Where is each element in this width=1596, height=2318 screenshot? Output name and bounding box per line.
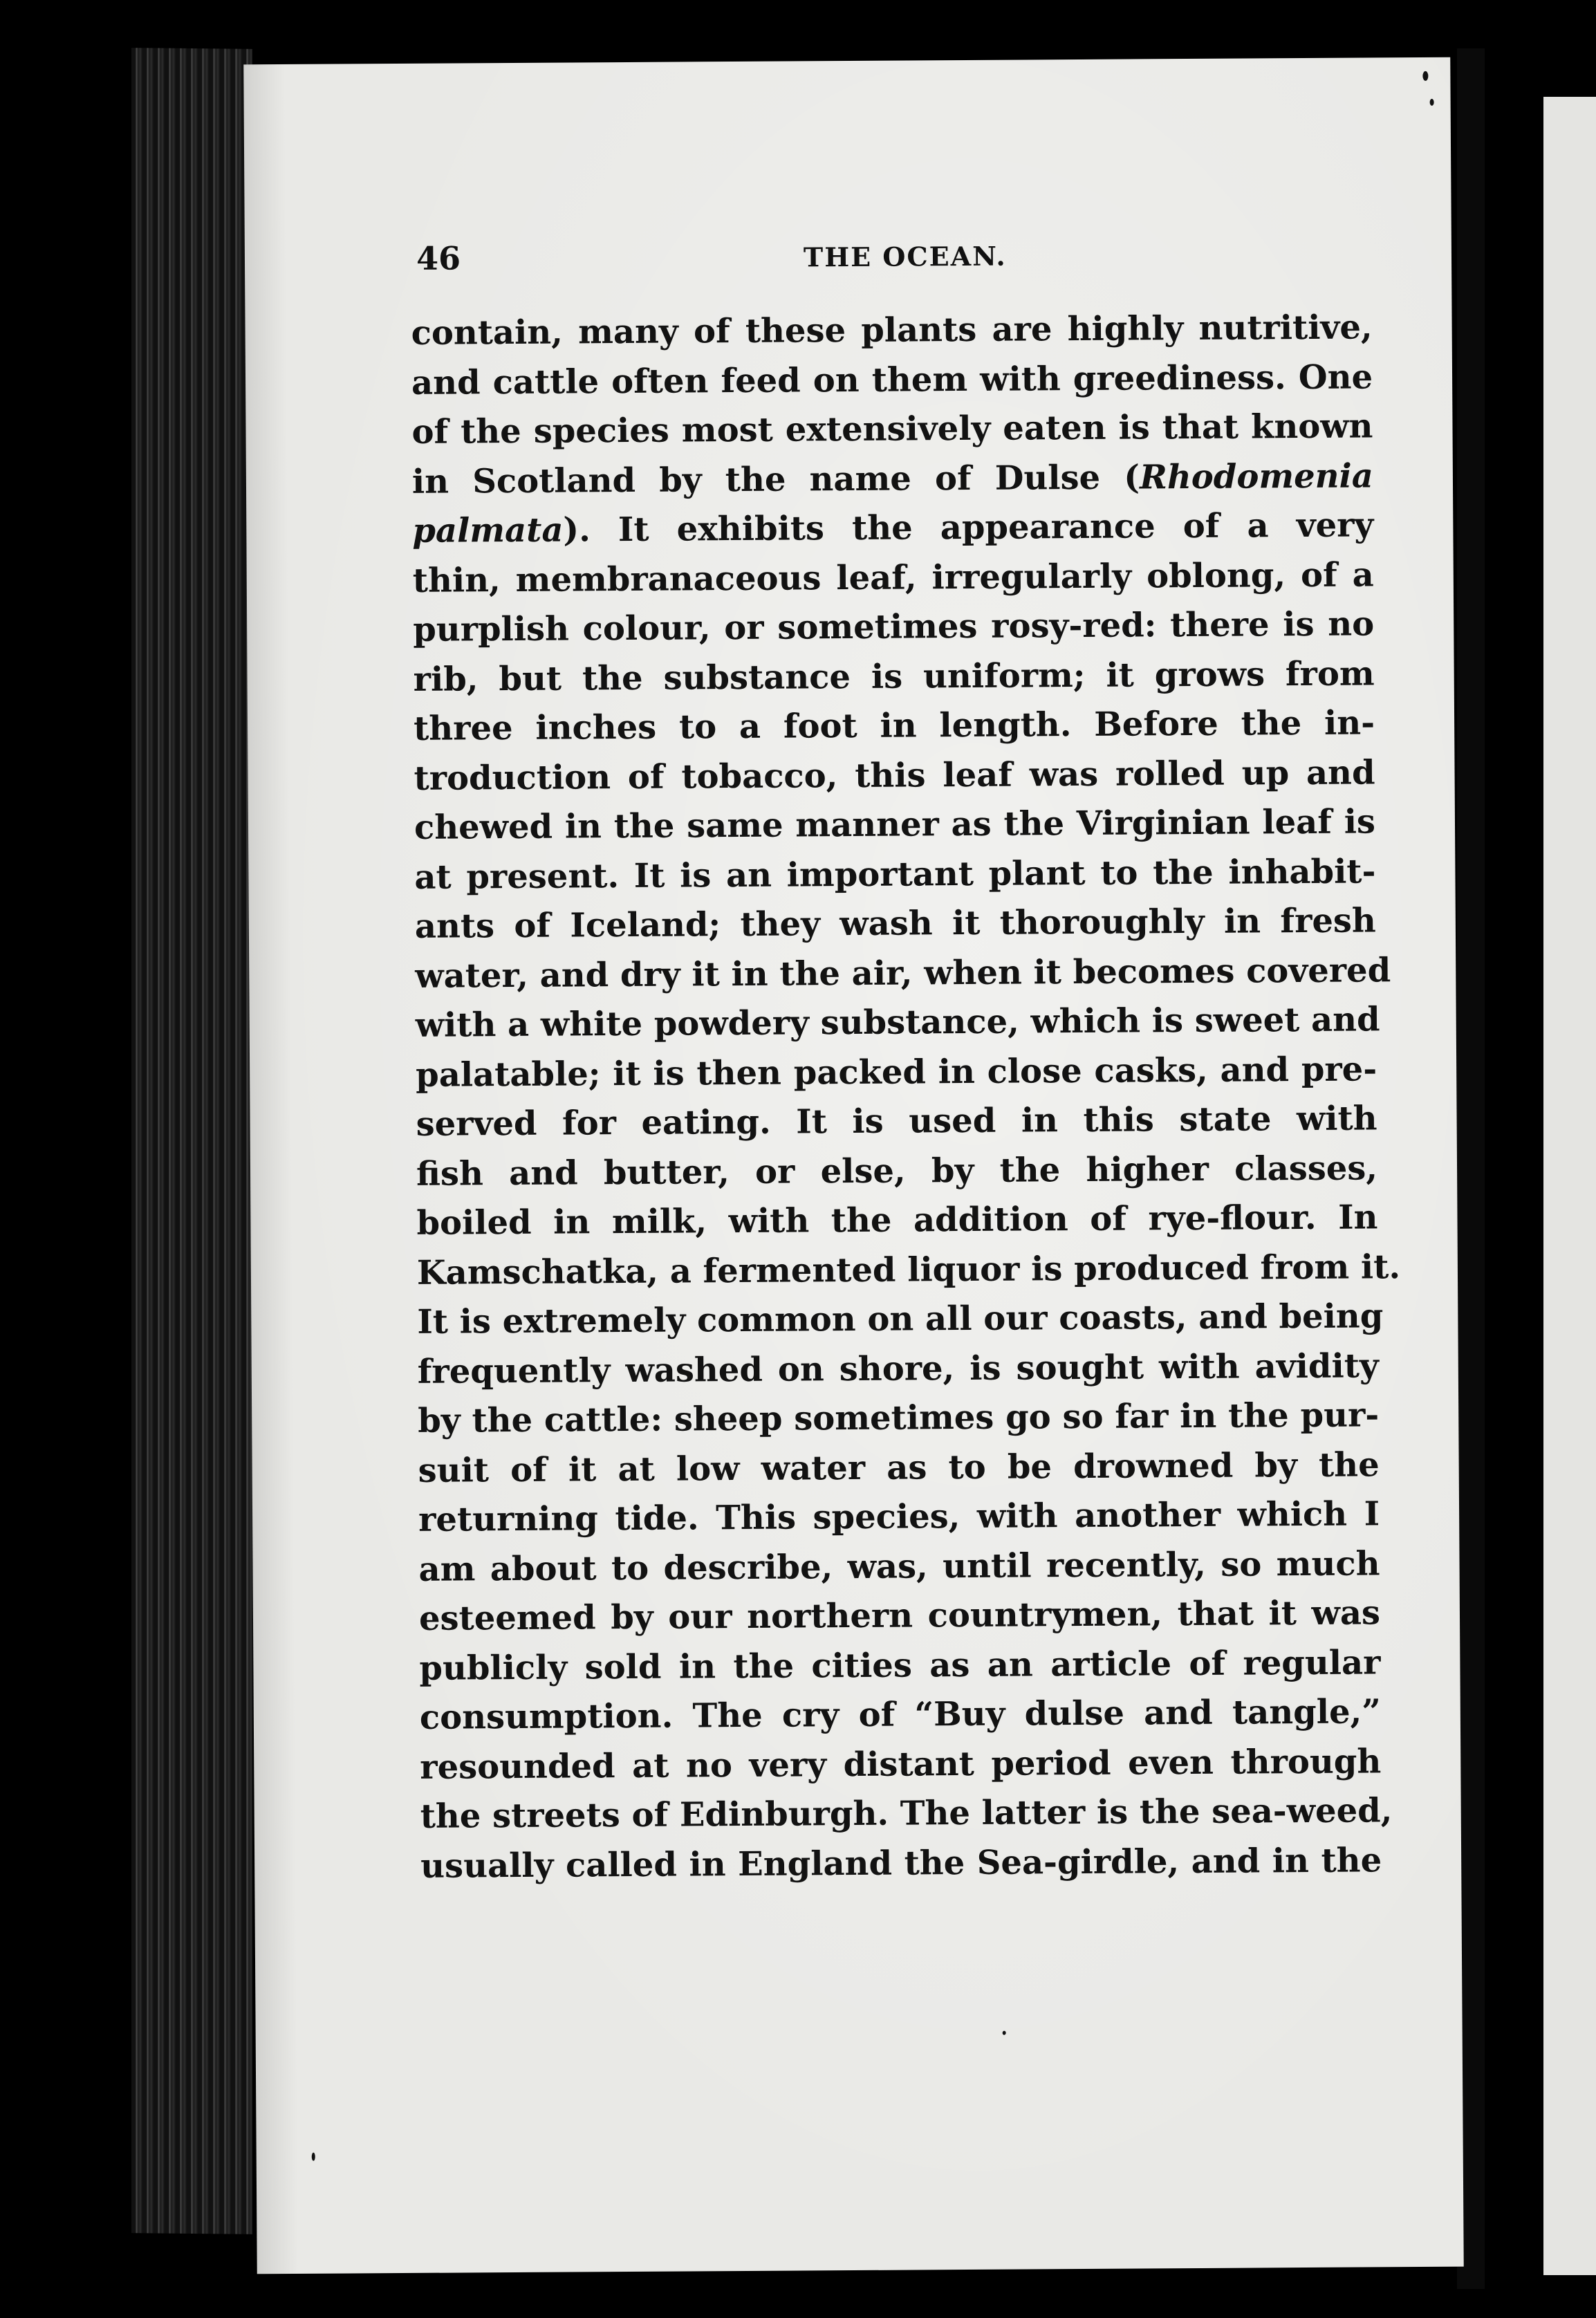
text-line: boiled in milk, with the addition of rye-flour. In (416, 1198, 1378, 1243)
text-line: water, and dry it in the air, when it becomes covered (415, 950, 1391, 996)
text-line: It is extremely common on all our coasts, and being (417, 1297, 1384, 1342)
text-line: by the cattle: sheep sometimes go so far in the pur- (418, 1396, 1380, 1440)
page-number: 46 (416, 239, 461, 277)
text-line: am about to describe, was, until recently, so much (418, 1543, 1380, 1589)
text-line: at present. It is an important plant to the inhabit- (414, 851, 1376, 897)
text-line: thin, membranaceous leaf, irregularly oblong, of a (412, 555, 1374, 600)
text-line: the streets of Edinburgh. The latter is the sea-weed, (420, 1791, 1393, 1836)
scan-specks (243, 57, 1450, 65)
book-fore-edge (131, 48, 252, 2234)
text-line: of the species most extensively eaten is that known (411, 407, 1373, 452)
text-line: troduction of tobacco, this leaf was rolled up and (414, 752, 1375, 798)
text-line: chewed in the same manner as the Virginian leaf is (414, 802, 1376, 847)
text-line: with a white powdery substance, which is sweet and (415, 1000, 1380, 1045)
text-line: purplish colour, or sometimes rosy-red: there is no (413, 604, 1375, 649)
book-page (243, 57, 1463, 2274)
adjacent-page-edge (1543, 97, 1596, 2275)
text-line: publicly sold in the cities as an article of regular (419, 1642, 1381, 1688)
text-line: three inches to a foot in length. Before the in- (413, 703, 1375, 748)
text-line: served for eating. It is used in this state with (416, 1099, 1377, 1144)
text-line: esteemed by our northern countrymen, that it was (418, 1593, 1381, 1638)
text-line: fish and butter, or else, by the higher classes, (416, 1148, 1378, 1194)
text-line: ants of Iceland; they wash it thoroughly in fresh (414, 901, 1377, 946)
text-line: palmata). It exhibits the appearance of a very (412, 506, 1374, 550)
text-line: Kamschatka, a fermented liquor is produced from it. (416, 1247, 1401, 1292)
text-line: palatable; it is then packed in close casks, and pre- (416, 1049, 1377, 1095)
text-line: in Scotland by the name of Dulse (Rhodomenia (411, 456, 1374, 501)
text-line: resounded at no very distant period even through (420, 1741, 1382, 1787)
text-line: frequently washed on shore, is sought with avidity (417, 1346, 1379, 1391)
text-line: and cattle often feed on them with greediness. One (411, 357, 1373, 402)
text-line: consumption. The cry of “Buy dulse and tangle,” (419, 1692, 1382, 1737)
body-text (411, 303, 1401, 1891)
text-line: returning tide. This species, with another which I (418, 1494, 1380, 1539)
page-header (416, 234, 1398, 281)
text-line: contain, many of these plants are highly nutritive, (411, 308, 1373, 353)
running-title: THE OCEAN. (803, 240, 1007, 273)
text-line: suit of it at low water as to be drowned by the (418, 1445, 1380, 1490)
text-line: rib, but the substance is uniform; it grows from (413, 653, 1375, 699)
text-line: usually called in England the Sea-girdle, and in the (420, 1840, 1382, 1886)
